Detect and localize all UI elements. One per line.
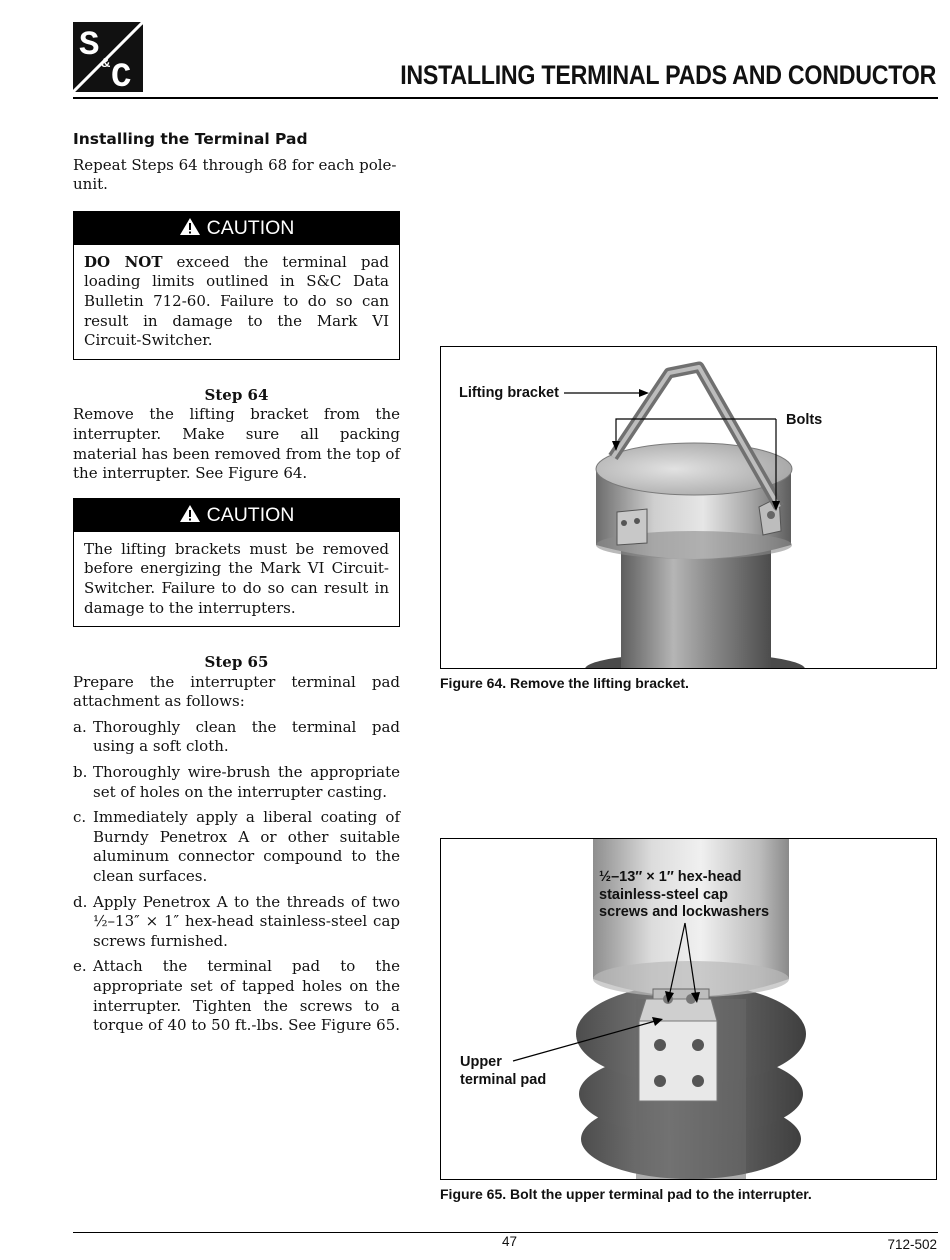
step-65 — [73, 653, 400, 1036]
step-list — [73, 718, 400, 1036]
callout-cap-screws — [599, 869, 769, 922]
callout-line: screws and lockwashers — [599, 904, 770, 920]
list-marker: e. — [73, 957, 87, 976]
caution-text: exceed the terminal pad loading limits outlined in S&C Data Bulletin 712-60. Failure to do so can result in damage to the Mark VI Circuit-Switcher. — [84, 252, 389, 350]
list-item-text: Thoroughly wire-brush the appropriate set of holes on the interrupter casting. — [93, 763, 400, 801]
caution-label: CAUTION — [206, 503, 295, 526]
caution-body — [74, 245, 399, 359]
step-intro: Prepare the interrupter terminal pad attachment as follows: — [73, 672, 400, 711]
caution-label: CAUTION — [206, 216, 295, 239]
svg-text:&: & — [101, 55, 111, 70]
figure-65-caption: Figure 65. Bolt the upper terminal pad to the interrupter. — [440, 1186, 812, 1202]
caution-box-brackets — [73, 498, 400, 627]
page-number: 47 — [502, 1234, 518, 1249]
sc-logo — [73, 22, 143, 92]
step-text: Remove the lifting bracket from the interrupter. Make sure all packing material has been removed from the top of the interrupter. See Figure 64. — [73, 405, 400, 483]
callout-line: stainless-steel cap — [599, 886, 728, 903]
callout-line: Upper — [460, 1054, 502, 1070]
list-item-text: Immediately apply a liberal coating of Burndy Penetrox A or other suitable aluminum connector compound to the clean surfaces. — [93, 808, 400, 886]
list-marker: d. — [73, 892, 88, 911]
step-heading: Step 64 — [204, 385, 269, 404]
caution-box-loading — [73, 211, 400, 360]
list-item — [73, 893, 400, 952]
section-intro: Repeat Steps 64 through 68 for each pole-unit. — [73, 155, 397, 194]
title-rule — [73, 97, 938, 99]
list-item-text: Attach the terminal pad to the appropriate set of tapped holes on the interrupter. Tighten the screws to a torque of 40 to 50 ft.-lbs. See Figure 65. — [93, 957, 401, 1035]
footer-rule — [73, 1232, 938, 1233]
page-title: INSTALLING TERMINAL PADS AND CONDUCTOR — [400, 60, 936, 90]
section-heading: Installing the Terminal Pad — [73, 130, 308, 148]
caution-header — [74, 212, 399, 245]
caution-body: The lifting brackets must be removed before energizing the Mark VI Circuit-Switcher. Failure to do so can result in damage to the interrupters. — [84, 539, 389, 617]
list-item — [73, 957, 400, 1035]
list-item — [73, 763, 400, 802]
callout-lifting-bracket: Lifting bracket — [459, 385, 559, 401]
list-item — [73, 808, 400, 886]
figure-65 — [440, 838, 937, 1180]
warning-triangle-icon — [179, 501, 201, 534]
list-item-text: Thoroughly clean the terminal pad using a soft cloth. — [93, 717, 400, 756]
list-item-text: Apply Penetrox A to the threads of two ½–13″ × 1″ hex-head stainless-steel cap screws furnished. — [93, 892, 400, 950]
caution-lead: DO NOT — [84, 252, 163, 271]
callout-bolts: Bolts — [786, 412, 823, 428]
warning-triangle-icon — [179, 214, 201, 247]
list-marker: c. — [73, 808, 87, 827]
callout-line: ½–13″ × 1″ hex-head — [599, 869, 742, 885]
callout-upper-terminal-pad — [460, 1054, 546, 1089]
list-marker: b. — [73, 763, 88, 782]
svg-text:S: S — [79, 27, 100, 65]
step-heading: Step 65 — [204, 653, 269, 672]
step-64 — [73, 386, 400, 484]
figure-64-caption: Figure 64. Remove the lifting bracket. — [440, 675, 689, 691]
callout-line: terminal pad — [460, 1071, 547, 1088]
list-item — [73, 718, 400, 757]
list-marker: a. — [73, 717, 87, 736]
svg-text:C: C — [111, 59, 132, 92]
document-number: 712-502 — [887, 1237, 937, 1252]
caution-header — [74, 499, 399, 532]
figure-64 — [440, 346, 937, 669]
main-text-column — [73, 130, 400, 1050]
